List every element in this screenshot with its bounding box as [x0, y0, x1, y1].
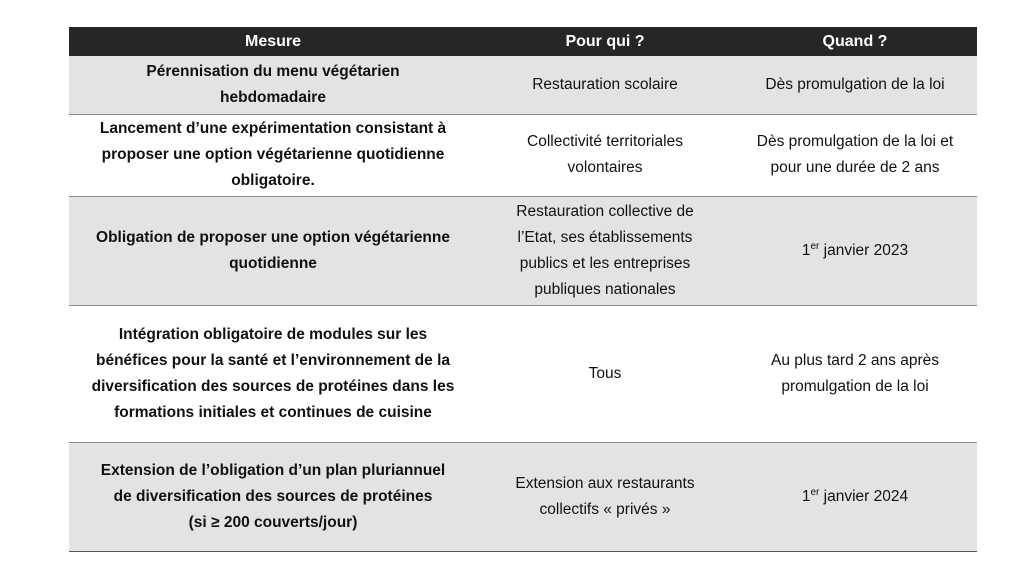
pour-qui-cell: Restauration scolaire — [532, 75, 678, 93]
pour-qui-cell: Tous — [588, 364, 622, 382]
mesure-cell: Lancement d’une expérimentation consistant à proposer une option végétarienne quotidienne obligatoire. — [99, 120, 447, 189]
mesure-cell: Intégration obligatoire de modules sur les bénéfices pour la santé et l’environnement de la diversification des sources de protéines dans les formations initiales et continues de cuisine — [91, 325, 455, 421]
table-row — [69, 196, 977, 305]
pour-qui-cell: Extension aux restaurants collectifs « privés » — [515, 474, 695, 518]
mesure-cell: Obligation de proposer une option végétarienne quotidienne — [96, 228, 450, 272]
header-mesure: Mesure — [244, 33, 302, 50]
table-header-row — [69, 27, 977, 56]
measures-table — [69, 27, 977, 552]
header-quand: Quand ? — [822, 33, 888, 50]
quand-cell: 1er janvier 2023 — [801, 240, 909, 259]
header-pour-qui: Pour qui ? — [565, 33, 645, 50]
mesure-cell: Extension de l’obligation d’un plan pluriannuel de diversification des sources de protéines (si ≥ 200 couverts/jour) — [100, 461, 446, 531]
quand-cell: Au plus tard 2 ans après promulgation de la loi — [770, 351, 940, 395]
pour-qui-cell: Collectivité territoriales volontaires — [527, 133, 683, 176]
table-row — [69, 442, 977, 551]
pour-qui-cell: Restauration collective de l’Etat, ses établissements publics et les entreprises publiques nationales — [516, 202, 694, 298]
quand-cell: Dès promulgation de la loi et pour une durée de 2 ans — [756, 133, 954, 176]
mesure-cell: Pérennisation du menu végétarien hebdomadaire — [146, 62, 400, 106]
table-row — [69, 56, 977, 114]
quand-cell: 1er janvier 2024 — [801, 486, 909, 505]
table-row — [69, 114, 977, 196]
quand-cell: Dès promulgation de la loi — [765, 75, 945, 93]
table-row — [69, 305, 977, 442]
